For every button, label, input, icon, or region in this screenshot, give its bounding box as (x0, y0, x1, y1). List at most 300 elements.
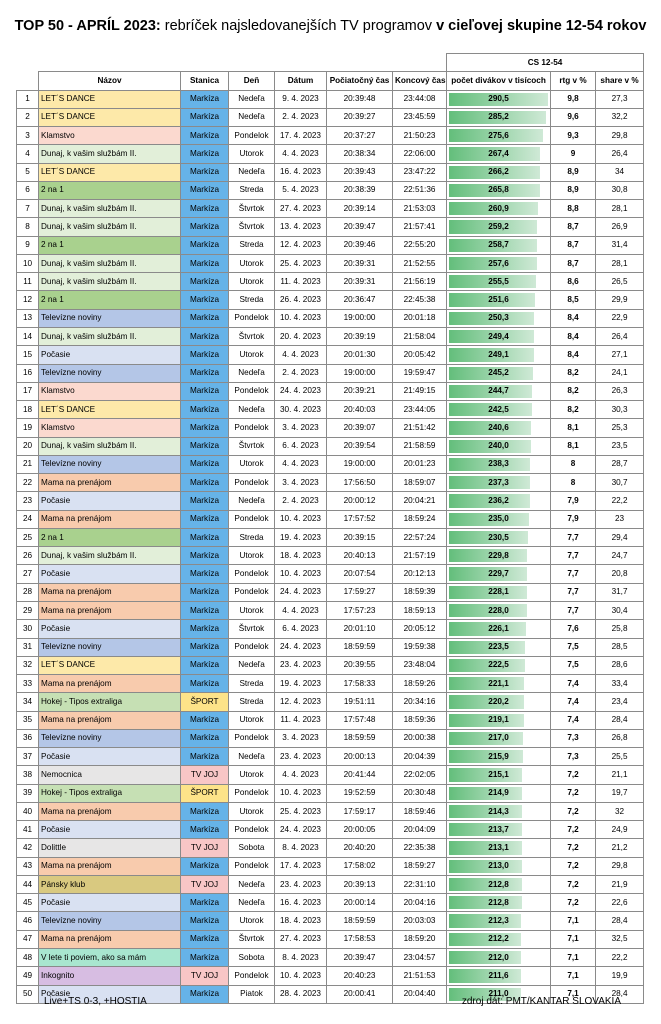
cell-rtg: 9,6 (551, 108, 596, 126)
cell-day: Utorok (229, 547, 275, 565)
cell-station: Markíza (181, 236, 229, 254)
cell-day: Pondelok (229, 419, 275, 437)
cell-name: Televízne noviny (39, 364, 181, 382)
table-row (17, 528, 644, 546)
cell-start: 20:39:15 (327, 528, 393, 546)
cell-end: 20:30:48 (393, 784, 447, 802)
cell-viewers (447, 693, 551, 711)
cell-viewers (447, 729, 551, 747)
cell-viewers (447, 474, 551, 492)
cell-viewers (447, 200, 551, 218)
cell-date: 4. 4. 2023 (275, 601, 327, 619)
cell-name: Hokej - Tipos extraliga (39, 693, 181, 711)
cell-share: 27,1 (596, 346, 644, 364)
cell-date: 24. 4. 2023 (275, 382, 327, 400)
cell-start: 17:58:53 (327, 930, 393, 948)
viewers-value: 212,8 (488, 897, 509, 907)
cell-station: Markíza (181, 90, 229, 108)
viewers-value: 242,5 (488, 404, 509, 414)
cell-rank: 18 (17, 401, 39, 419)
cell-viewers (447, 784, 551, 802)
cell-rtg: 7,7 (551, 583, 596, 601)
cell-rtg: 7,7 (551, 528, 596, 546)
cell-end: 18:59:24 (393, 510, 447, 528)
cell-day: Štvrtok (229, 218, 275, 236)
cell-rank: 22 (17, 474, 39, 492)
cell-date: 2. 4. 2023 (275, 492, 327, 510)
cell-start: 20:01:30 (327, 346, 393, 364)
cell-day: Streda (229, 291, 275, 309)
cell-rtg: 8,6 (551, 273, 596, 291)
cell-viewers (447, 583, 551, 601)
cell-viewers (447, 967, 551, 985)
cell-name: Mama na prenájom (39, 601, 181, 619)
cell-end: 18:59:26 (393, 675, 447, 693)
cell-start: 20:39:21 (327, 382, 393, 400)
table-row (17, 218, 644, 236)
cell-share: 29,8 (596, 857, 644, 875)
cell-end: 20:04:21 (393, 492, 447, 510)
cell-start: 17:58:33 (327, 675, 393, 693)
cell-rtg: 7,2 (551, 894, 596, 912)
cell-rank: 31 (17, 638, 39, 656)
cell-end: 19:59:38 (393, 638, 447, 656)
cell-station: ŠPORT (181, 784, 229, 802)
cell-rtg: 8,4 (551, 327, 596, 345)
cell-rank: 46 (17, 912, 39, 930)
cell-day: Nedeľa (229, 163, 275, 181)
cell-share: 25,8 (596, 620, 644, 638)
viewers-value: 244,7 (488, 386, 509, 396)
table-row (17, 163, 644, 181)
cell-rtg: 7,6 (551, 620, 596, 638)
cell-end: 21:57:19 (393, 547, 447, 565)
cell-rtg: 8,9 (551, 163, 596, 181)
viewers-value: 215,1 (488, 769, 509, 779)
cell-share: 26,8 (596, 729, 644, 747)
footer-source: zdroj dát: PMT/KANTAR SLOVAKIA (461, 996, 621, 1007)
cell-name: 2 na 1 (39, 181, 181, 199)
cell-rank: 27 (17, 565, 39, 583)
cell-rank: 17 (17, 382, 39, 400)
cell-rtg: 8,1 (551, 437, 596, 455)
cell-rtg: 7,2 (551, 857, 596, 875)
cell-start: 17:59:17 (327, 802, 393, 820)
cell-end: 22:45:38 (393, 291, 447, 309)
cell-rtg: 7,1 (551, 967, 596, 985)
cell-station: TV JOJ (181, 875, 229, 893)
cell-day: Pondelok (229, 967, 275, 985)
cell-station: Markíza (181, 273, 229, 291)
cell-viewers (447, 528, 551, 546)
cell-rank: 29 (17, 601, 39, 619)
cell-station: ŠPORT (181, 693, 229, 711)
cell-end: 21:57:41 (393, 218, 447, 236)
cell-share: 34 (596, 163, 644, 181)
cell-name: Dunaj, k vašim službám II. (39, 254, 181, 272)
cell-end: 20:01:18 (393, 309, 447, 327)
cell-rank: 1 (17, 90, 39, 108)
cell-start: 20:40:03 (327, 401, 393, 419)
cell-share: 29,4 (596, 528, 644, 546)
cell-day: Pondelok (229, 309, 275, 327)
cell-viewers (447, 419, 551, 437)
cell-name: Počasie (39, 565, 181, 583)
cell-viewers (447, 236, 551, 254)
cell-day: Pondelok (229, 382, 275, 400)
cell-day: Sobota (229, 839, 275, 857)
cell-name: 2 na 1 (39, 291, 181, 309)
cell-share: 28,4 (596, 912, 644, 930)
cell-viewers (447, 437, 551, 455)
cell-name: Počasie (39, 894, 181, 912)
cell-share: 31,7 (596, 583, 644, 601)
cell-rtg: 8,1 (551, 419, 596, 437)
table-row (17, 492, 644, 510)
cell-date: 3. 4. 2023 (275, 474, 327, 492)
table-row (17, 711, 644, 729)
table-row (17, 875, 644, 893)
cell-viewers (447, 839, 551, 857)
cell-date: 18. 4. 2023 (275, 547, 327, 565)
cell-station: Markíza (181, 601, 229, 619)
cell-station: Markíza (181, 254, 229, 272)
cell-day: Štvrtok (229, 437, 275, 455)
cell-end: 20:00:38 (393, 729, 447, 747)
cell-station: Markíza (181, 930, 229, 948)
cell-start: 20:39:19 (327, 327, 393, 345)
cell-rtg: 8,7 (551, 254, 596, 272)
cell-rank: 26 (17, 547, 39, 565)
cell-share: 25,5 (596, 748, 644, 766)
cell-day: Štvrtok (229, 620, 275, 638)
cell-start: 20:36:47 (327, 291, 393, 309)
cell-date: 16. 4. 2023 (275, 894, 327, 912)
cell-name: Dunaj, k vašim službám II. (39, 437, 181, 455)
cell-rtg: 9,8 (551, 90, 596, 108)
page-title: TOP 50 - APRÍL 2023: rebríček najsledovanejších TV programov v cieľovej skupine 12-54 rokov (14, 18, 647, 34)
cell-share: 30,3 (596, 401, 644, 419)
cell-rtg: 7,7 (551, 601, 596, 619)
cell-rtg: 7,1 (551, 949, 596, 967)
table-row (17, 273, 644, 291)
cell-viewers (447, 163, 551, 181)
viewers-value: 285,2 (488, 112, 509, 122)
cell-end: 21:53:03 (393, 200, 447, 218)
cell-name: LET´S DANCE (39, 163, 181, 181)
cell-start: 17:57:48 (327, 711, 393, 729)
cell-share: 28,1 (596, 254, 644, 272)
cell-start: 20:00:14 (327, 894, 393, 912)
table-row (17, 839, 644, 857)
cell-viewers (447, 309, 551, 327)
cell-station: TV JOJ (181, 766, 229, 784)
cell-rtg: 8,8 (551, 200, 596, 218)
cell-share: 19,7 (596, 784, 644, 802)
cell-name: Mama na prenájom (39, 930, 181, 948)
cell-start: 20:39:31 (327, 273, 393, 291)
cell-rank: 39 (17, 784, 39, 802)
viewers-value: 240,0 (488, 441, 509, 451)
cell-start: 20:39:47 (327, 218, 393, 236)
cell-station: Markíza (181, 455, 229, 473)
cell-date: 11. 4. 2023 (275, 273, 327, 291)
cell-start: 20:39:54 (327, 437, 393, 455)
cell-rtg: 7,1 (551, 912, 596, 930)
cell-station: Markíza (181, 583, 229, 601)
cell-rank: 7 (17, 200, 39, 218)
cell-viewers (447, 912, 551, 930)
cell-name: Klamstvo (39, 419, 181, 437)
viewers-value: 221,1 (488, 678, 509, 688)
cell-viewers (447, 949, 551, 967)
cell-rank: 40 (17, 802, 39, 820)
cell-station: Markíza (181, 985, 229, 1003)
table-row (17, 784, 644, 802)
cell-viewers (447, 656, 551, 674)
cell-rank: 4 (17, 145, 39, 163)
cell-rank: 50 (17, 985, 39, 1003)
cell-rtg: 8,4 (551, 309, 596, 327)
cell-share: 28,4 (596, 985, 644, 1003)
cell-station: Markíza (181, 327, 229, 345)
cell-rank: 38 (17, 766, 39, 784)
viewers-value: 212,3 (488, 916, 509, 926)
cell-start: 17:56:50 (327, 474, 393, 492)
cell-station: Markíza (181, 419, 229, 437)
cell-start: 17:58:02 (327, 857, 393, 875)
cell-date: 6. 4. 2023 (275, 437, 327, 455)
cell-rank: 16 (17, 364, 39, 382)
cell-end: 21:56:19 (393, 273, 447, 291)
cell-rank: 30 (17, 620, 39, 638)
col-date: Dátum (275, 72, 327, 90)
cell-end: 21:51:42 (393, 419, 447, 437)
cell-viewers (447, 327, 551, 345)
cell-date: 23. 4. 2023 (275, 748, 327, 766)
cell-share: 19,9 (596, 967, 644, 985)
cell-viewers (447, 455, 551, 473)
cell-name: Inkognito (39, 967, 181, 985)
cell-day: Utorok (229, 711, 275, 729)
cell-start: 18:59:59 (327, 729, 393, 747)
viewers-value: 211,6 (488, 970, 509, 980)
cell-start: 18:59:59 (327, 912, 393, 930)
cell-rank: 24 (17, 510, 39, 528)
table-row (17, 601, 644, 619)
cell-rtg: 9,3 (551, 127, 596, 145)
cell-share: 30,8 (596, 181, 644, 199)
viewers-value: 265,8 (488, 185, 509, 195)
cell-share: 23,5 (596, 437, 644, 455)
cell-viewers (447, 821, 551, 839)
cell-start: 20:41:44 (327, 766, 393, 784)
cell-rank: 8 (17, 218, 39, 236)
table-row (17, 547, 644, 565)
cell-end: 19:59:47 (393, 364, 447, 382)
cell-rank: 11 (17, 273, 39, 291)
cell-date: 2. 4. 2023 (275, 364, 327, 382)
viewers-value: 260,9 (488, 203, 509, 213)
cell-viewers (447, 930, 551, 948)
cell-viewers (447, 181, 551, 199)
cell-rank: 28 (17, 583, 39, 601)
cell-date: 9. 4. 2023 (275, 90, 327, 108)
viewers-value: 275,6 (488, 130, 509, 140)
cell-share: 26,3 (596, 382, 644, 400)
cell-end: 21:50:23 (393, 127, 447, 145)
cell-share: 20,8 (596, 565, 644, 583)
cell-end: 20:04:39 (393, 748, 447, 766)
cell-share: 21,2 (596, 839, 644, 857)
table-row (17, 474, 644, 492)
cell-start: 20:07:54 (327, 565, 393, 583)
cell-station: Markíza (181, 510, 229, 528)
cell-date: 13. 4. 2023 (275, 218, 327, 236)
cell-rtg: 8 (551, 474, 596, 492)
cell-station: Markíza (181, 802, 229, 820)
viewers-value: 228,0 (488, 605, 509, 615)
cell-rank: 35 (17, 711, 39, 729)
cell-station: Markíza (181, 656, 229, 674)
cell-start: 20:00:12 (327, 492, 393, 510)
cell-end: 18:59:20 (393, 930, 447, 948)
cell-date: 23. 4. 2023 (275, 656, 327, 674)
cell-date: 24. 4. 2023 (275, 638, 327, 656)
viewers-value: 290,5 (488, 94, 509, 104)
cell-share: 22,9 (596, 309, 644, 327)
cell-station: Markíza (181, 401, 229, 419)
viewers-value: 213,0 (488, 861, 509, 871)
cell-share: 26,4 (596, 327, 644, 345)
viewers-value: 257,6 (488, 258, 509, 268)
cell-date: 12. 4. 2023 (275, 693, 327, 711)
cell-start: 17:57:52 (327, 510, 393, 528)
table-row (17, 437, 644, 455)
cell-start: 19:51:11 (327, 693, 393, 711)
col-start: Počiatočný čas (327, 72, 393, 90)
cell-date: 12. 4. 2023 (275, 236, 327, 254)
table-row (17, 419, 644, 437)
cell-station: Markíza (181, 729, 229, 747)
cell-name: Počasie (39, 620, 181, 638)
cell-share: 22,6 (596, 894, 644, 912)
table-row (17, 693, 644, 711)
cell-rank: 15 (17, 346, 39, 364)
cell-rtg: 7,9 (551, 492, 596, 510)
viewers-value: 259,2 (488, 222, 509, 232)
cell-start: 19:00:00 (327, 455, 393, 473)
cell-viewers (447, 875, 551, 893)
cell-name: LET´S DANCE (39, 656, 181, 674)
cell-day: Štvrtok (229, 327, 275, 345)
table-row (17, 949, 644, 967)
cell-rank: 34 (17, 693, 39, 711)
table-body (17, 90, 644, 1003)
cell-rtg: 8,2 (551, 364, 596, 382)
cell-viewers (447, 711, 551, 729)
cell-name: Mama na prenájom (39, 510, 181, 528)
cell-name: Mama na prenájom (39, 675, 181, 693)
cell-rank: 6 (17, 181, 39, 199)
cell-day: Pondelok (229, 127, 275, 145)
cell-share: 28,7 (596, 455, 644, 473)
cell-share: 21,9 (596, 875, 644, 893)
cell-share: 29,9 (596, 291, 644, 309)
cell-name: Mama na prenájom (39, 583, 181, 601)
table-row (17, 620, 644, 638)
cell-rtg: 7,7 (551, 547, 596, 565)
cell-date: 28. 4. 2023 (275, 985, 327, 1003)
cell-share: 32,2 (596, 108, 644, 126)
cell-date: 20. 4. 2023 (275, 327, 327, 345)
table-row (17, 930, 644, 948)
cell-end: 22:35:38 (393, 839, 447, 857)
cell-start: 20:39:47 (327, 949, 393, 967)
cell-station: Markíza (181, 309, 229, 327)
cell-rank: 19 (17, 419, 39, 437)
cell-date: 2. 4. 2023 (275, 108, 327, 126)
cell-start: 20:40:13 (327, 547, 393, 565)
cell-rank: 48 (17, 949, 39, 967)
cell-station: Markíza (181, 291, 229, 309)
cell-rtg: 8,4 (551, 346, 596, 364)
cell-date: 24. 4. 2023 (275, 821, 327, 839)
cell-date: 27. 4. 2023 (275, 930, 327, 948)
cell-day: Nedeľa (229, 748, 275, 766)
cell-day: Pondelok (229, 474, 275, 492)
cell-rtg: 7,5 (551, 656, 596, 674)
cell-name: Televízne noviny (39, 455, 181, 473)
cell-rank: 2 (17, 108, 39, 126)
cell-start: 20:39:48 (327, 90, 393, 108)
cell-name: Televízne noviny (39, 638, 181, 656)
cell-day: Nedeľa (229, 364, 275, 382)
cell-share: 24,9 (596, 821, 644, 839)
cell-date: 4. 4. 2023 (275, 455, 327, 473)
viewers-value: 267,4 (488, 148, 509, 158)
cell-rank: 45 (17, 894, 39, 912)
cell-name: Mama na prenájom (39, 711, 181, 729)
cell-name: LET´S DANCE (39, 401, 181, 419)
cell-share: 22,2 (596, 949, 644, 967)
cell-rank: 47 (17, 930, 39, 948)
col-day: Deň (229, 72, 275, 90)
cell-station: Markíza (181, 821, 229, 839)
cell-name: Dunaj, k vašim službám II. (39, 200, 181, 218)
cell-station: Markíza (181, 127, 229, 145)
cell-name: Klamstvo (39, 127, 181, 145)
cell-name: Dunaj, k vašim službám II. (39, 218, 181, 236)
viewers-value: 219,1 (488, 715, 509, 725)
cell-rank: 42 (17, 839, 39, 857)
cell-day: Piatok (229, 985, 275, 1003)
cell-name: 2 na 1 (39, 528, 181, 546)
cell-name: V lete ti poviem, ako sa mám (39, 949, 181, 967)
cell-share: 26,4 (596, 145, 644, 163)
cell-share: 30,4 (596, 601, 644, 619)
cell-day: Utorok (229, 802, 275, 820)
table-row (17, 181, 644, 199)
cell-date: 3. 4. 2023 (275, 729, 327, 747)
cell-viewers (447, 565, 551, 583)
cell-date: 4. 4. 2023 (275, 346, 327, 364)
cell-rtg: 7,3 (551, 748, 596, 766)
cell-day: Utorok (229, 273, 275, 291)
table-row (17, 675, 644, 693)
viewers-value: 217,0 (488, 733, 509, 743)
cell-rtg: 8,5 (551, 291, 596, 309)
